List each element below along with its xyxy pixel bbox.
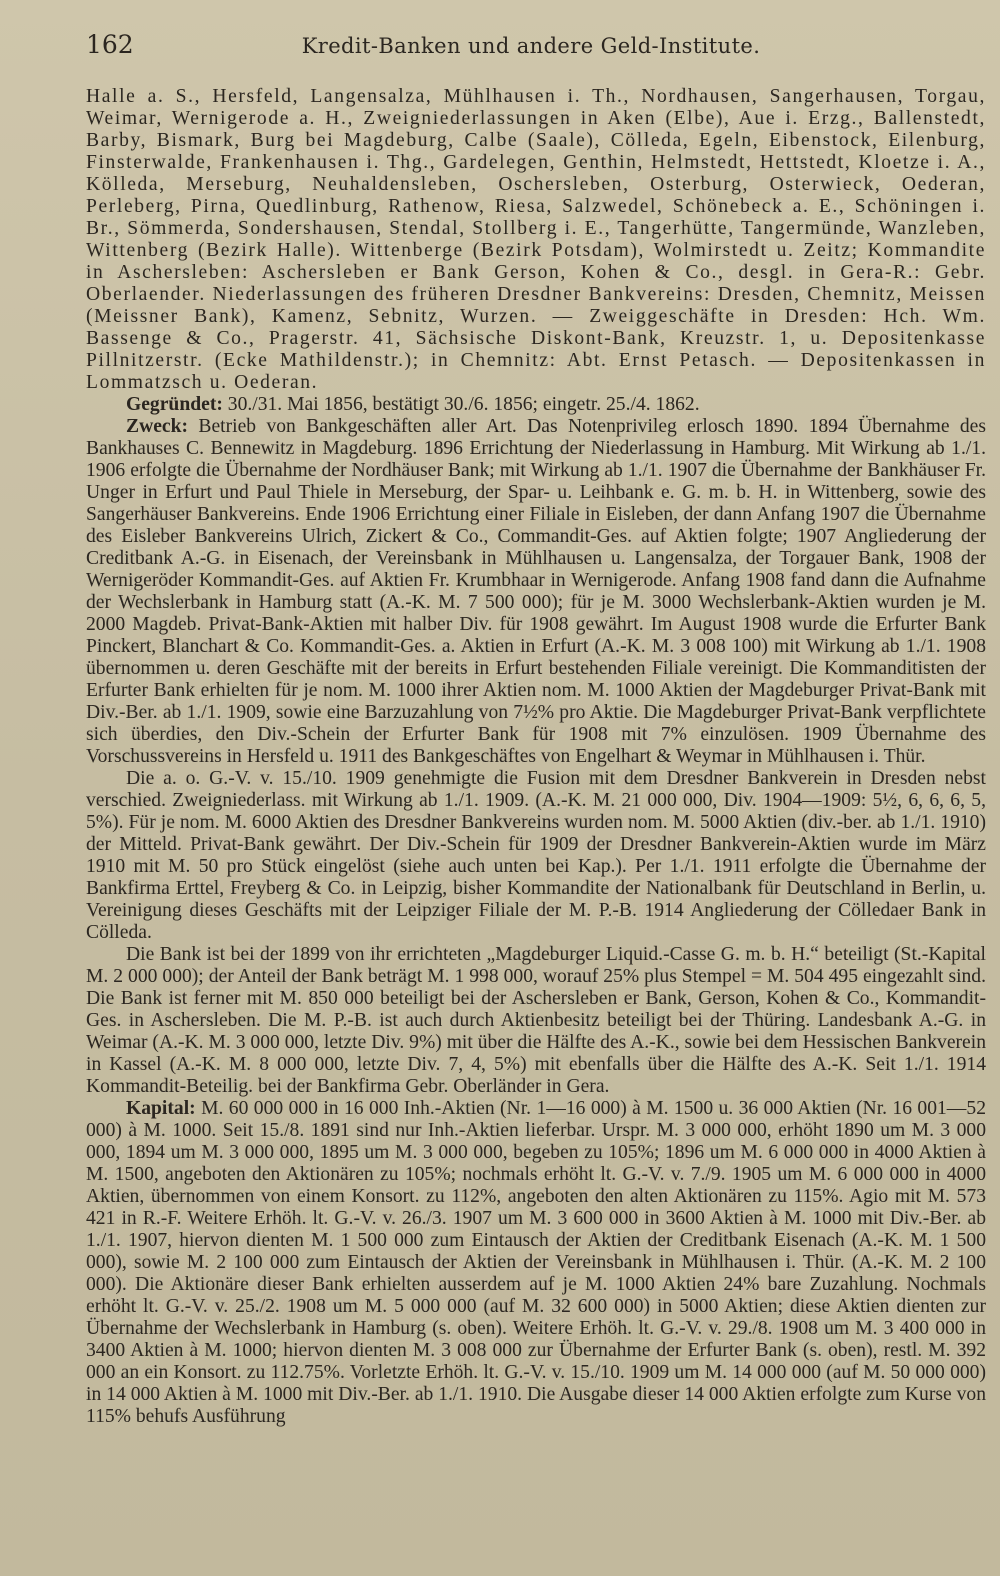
text-kapital: M. 60 000 000 in 16 000 Inh.-Aktien (Nr. 1—16 000) à M. 1500 u. 36 000 Aktien (Nr. 16 001—52 000) à M. 1000. Seit 15./8. 1891 sind nur Inh.-Aktien lieferbar. Urspr. M. 3 000 000, erhöht 1890 um M. 3 000 000, 1894 um M. 3 000 000, 1895 um M. 3 000 000, begeben zu 105%; 1896 um M. 6 000 000 in 4000 Aktien à M. 1500, angeboten den Aktionären zu 105%; nochmals erhöht lt. G.-V. v. 7./9. 1905 um M. 6 000 000 in 4000 Aktien, übernommen von einem Konsort. zu 112%, angeboten den alten Aktionären zu 115%. Agio mit M. 573 421 in R.-F. Weitere Erhöh. lt. G.-V. v. 26./3. 1907 um M. 3 600 000 in 3600 Aktien à M. 1000 mit Div.-Ber. ab 1./1. 1907, hiervon dienten M. 1 500 000 zum Eintausch der Aktien der Creditbank Eisenach (A.-K. M. 1 500 000), sowie M. 2 100 000 zum Eintausch der Aktien der Vereinsbank in Mühlhausen i. Thür. (A.-K. M. 2 100 000). Die Aktionäre dieser Bank erhielten ausserdem auf je M. 1000 Aktien 24% bare Zuzahlung. Nochmals erhöht lt. G.-V. v. 25./2. 1908 um M. 5 000 000 (auf M. 32 600 000) in 5000 Aktien; diese Aktien dienten zur Übernahme der Wechslerbank in Hamburg (s. oben). Weitere Erhöh. lt. G.-V. v. 29./8. 1908 um M. 3 400 000 in 3400 Aktien à M. 1000; hiervon dienten M. 3 008 000 zur Übernahme der Erfurter Bank (s. oben), restl. M. 392 000 an ein Konsort. zu 112.75%. Vorletzte Erhöh. lt. G.-V. v. 15./10. 1909 um M. 14 000 000 (auf M. 50 000 000) in 14 000 Aktien à M. 1000 mit Div.-Ber. ab 1./1. 1910. Die Ausgabe dieser 14 000 Aktien erfolgte zum Kurse von 115% behufs Ausführung bbox=[86, 1098, 986, 1427]
paragraph-zweck bbox=[86, 416, 986, 768]
text-zweck: Betrieb von Bankgeschäften aller Art. Das Notenprivileg erlosch 1890. 1894 Übernahme des Bankhauses C. Bennewitz in Magdeburg. 1896 Errichtung der Niederlassung in Hamburg. Mit Wirkung ab 1./1. 1906 erfolgte die Übernahme der Nordhäuser Bank; mit Wirkung ab 1./1. 1907 die Übernahme der Bankhäuser Fr. Unger in Erfurt und Paul Thiele in Merseburg, der Spar- u. Leihbank e. G. m. b. H. in Wittenberg, sowie des Sangerhäuser Bankvereins. Ende 1906 Errichtung einer Filiale in Eisleben, der dann Anfang 1907 die Übernahme des Eisleber Bankvereins Ulrich, Zickert & Co., Commandit-Ges. auf Aktien folgte; 1907 Angliederung der Creditbank A.-G. in Eisenach, der Vereinsbank in Mühlhausen u. Langensalza, der Torgauer Bank, 1908 der Wernigeröder Kommandit-Ges. auf Aktien Fr. Krumbhaar in Wernigerode. Anfang 1908 fand dann die Aufnahme der Wechslerbank in Hamburg statt (A.-K. M. 7 500 000); für je M. 3000 Wechslerbank-Aktien wurden je M. 2000 Magdeb. Privat-Bank-Aktien mit halber Div. für 1908 gewährt. Im August 1908 wurde die Erfurter Bank Pinckert, Blanchart & Co. Kommandit-Ges. a. Aktien in Erfurt (A.-K. M. 3 008 100) mit Wirkung ab 1./1. 1908 übernommen u. deren Geschäfte mit der bereits in Erfurt bestehenden Filiale vereinigt. Die Kommanditisten der Erfurter Bank erhielten für je nom. M. 1000 ihrer Aktien nom. M. 1000 Aktien der Magdeburger Privat-Bank mit Div.-Ber. ab 1./1. 1909, sowie eine Barzuzahlung von 7½% pro Aktie. Die Magdeburger Privat-Bank verpflichtete sich überdies, den Div.-Schein der Erfurter Bank für 1908 mit 7% einzulösen. 1909 Übernahme des Vorschussvereins in Hersfeld u. 1911 des Bankgeschäftes von Engelhart & Weymar in Mühlhausen i. Thür. bbox=[86, 416, 986, 767]
running-title: Kredit-Banken und andere Geld-Institute. bbox=[301, 34, 761, 58]
label-kapital: Kapital: bbox=[126, 1098, 196, 1119]
paragraph-gegruendet bbox=[86, 394, 986, 416]
page-header bbox=[86, 30, 986, 86]
page-body bbox=[86, 86, 986, 1428]
paragraph-fusion: Die a. o. G.-V. v. 15./10. 1909 genehmigte die Fusion mit dem Dresdner Bankverein in Dresden nebst verschied. Zweigniederlass. mit Wirkung ab 1./1. 1909. (A.-K. M. 21 000 000, Div. 1904—1909: 5½, 6, 6, 6, 5, 5%). Für je nom. M. 6000 Aktien des Dresdner Bankvereins wurden nom. M. 5000 Aktien (div.-ber. ab 1./1. 1910) der Mitteld. Privat-Bank gewährt. Der Div.-Schein für 1909 der Dresdner Bankverein-Aktien wurde im März 1910 mit M. 50 pro Stück eingelöst (siehe auch unten bei Kap.). Per 1./1. 1911 erfolgte die Übernahme der Bankfirma Erttel, Freyberg & Co. in Leipzig, bisher Kommandite der Nationalbank für Deutschland in Berlin, u. Vereinigung dieses Geschäfts mit der Leipziger Filiale der M. P.-B. 1914 Angliederung der Cölledaer Bank in Cölleda. bbox=[86, 768, 986, 943]
paragraph-locations: Halle a. S., Hersfeld, Langensalza, Mühlhausen i. Th., Nordhausen, Sangerhausen, Torgau, Weimar, Wernigerode a. H., Zweigniederlassungen in Aken (Elbe), Aue i. Erzg., Ballenstedt, Barby, Bismark, Burg bei Magdeburg, Calbe (Saale), Cölleda, Egeln, Eibenstock, Eilenburg, Finsterwalde, Frankenhausen i. Thg., Gardelegen, Genthin, Helmstedt, Hettstedt, Kloetze i. A., Kölleda, Merseburg, Neuhaldensleben, Oschersleben, Osterburg, Osterwieck, Oederan, Perleberg, Pirna, Quedlinburg, Rathenow, Riesa, Salzwedel, Schönebeck a. E., Schöningen i. Br., Sömmerda, Sondershausen, Stendal, Stollberg i. E., Tangerhütte, Tangermünde, Wanzleben, Wittenberg (Bezirk Halle). Wittenberge (Bezirk Potsdam), Wolmirstedt u. Zeitz; Kommandite in Aschersleben: Aschersleben er Bank Gerson, Kohen & Co., desgl. in Gera-R.: Gebr. Oberlaender. Niederlassungen des früheren Dresdner Bankvereins: Dresden, Chemnitz, Meissen (Meissner Bank), Kamenz, Sebnitz, Wurzen. — Zweiggeschäfte in Dresden: Hch. Wm. Bassenge & Co., Pragerstr. 41, Sächsische Diskont-Bank, Kreuzstr. 1, u. Depositenkasse Pillnitzerstr. (Ecke Mathildenstr.); in Chemnitz: Abt. Ernst Petasch. — Depositenkassen in Lommatzsch u. Oederan. bbox=[86, 86, 986, 393]
paragraph-kapital bbox=[86, 1098, 986, 1428]
label-zweck: Zweck: bbox=[126, 416, 189, 437]
page-number: 162 bbox=[86, 30, 134, 59]
text-gegruendet: 30./31. Mai 1856, bestätigt 30./6. 1856; eingetr. 25./4. 1862. bbox=[227, 394, 700, 415]
label-gegruendet: Gegründet: bbox=[126, 394, 223, 415]
paragraph-beteiligung: Die Bank ist bei der 1899 von ihr errichteten „Magdeburger Liquid.-Casse G. m. b. H.“ beteiligt (St.-Kapital M. 2 000 000); der Anteil der Bank beträgt M. 1 998 000, worauf 25% plus Stempel = M. 504 495 eingezahlt sind. Die Bank ist ferner mit M. 850 000 beteiligt bei der Aschersleben er Bank, Gerson, Kohen & Co., Kommandit-Ges. in Aschersleben. Die M. P.-B. ist auch durch Aktienbesitz beteiligt bei der Thüring. Landesbank A.-G. in Weimar (A.-K. M. 3 000 000, letzte Div. 9%) mit über die Hälfte des A.-K., sowie bei dem Hessischen Bankverein in Kassel (A.-K. M. 8 000 000, letzte Div. 7, 4, 5%) mit ebenfalls über die Hälfte des A.-K. Seit 1./1. 1914 Kommandit-Beteilig. bei der Bankfirma Gebr. Oberländer in Gera. bbox=[86, 944, 986, 1097]
